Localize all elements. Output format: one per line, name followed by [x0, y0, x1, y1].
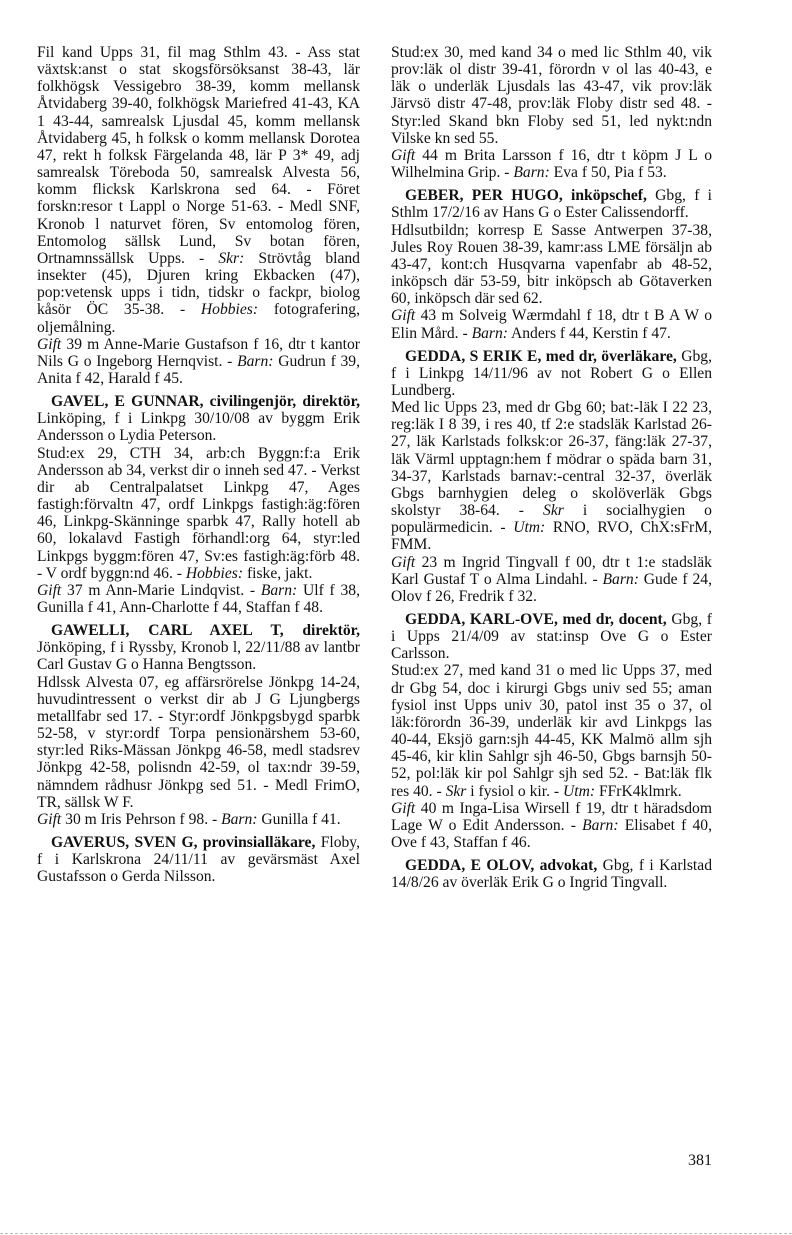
entry-intro: Linköping, f i Linkpg 30/10/08 av byggm Erik Andersson o Lydia Peterson.	[37, 410, 360, 445]
barn-label: Barn:	[513, 164, 550, 182]
barn-text: Gunilla f 41.	[261, 810, 341, 828]
gift-text: 39 m Anne-Marie Gustafson f 16, dtr t kantor Nils G o Ingeborg Hernqvist. -	[37, 335, 360, 370]
entry-heading-line	[391, 348, 712, 399]
utm-text: FFrK4klmrk.	[598, 782, 682, 800]
gift-label: Gift	[37, 581, 62, 599]
entry-intro: Gbg, f i Upps 21/4/09 av stat:insp Ove G o Ester Carlsson.	[391, 611, 712, 663]
gift-text: 30 m Iris Pehrson f 98. -	[65, 810, 218, 828]
career-text: Fil kand Upps 31, fil mag Sthlm 43. - Ass stat växtsk:anst o stat skogsförsöksanst 38-43, lär folkhögsk Vessigebro 38-39, komm mellansk Åtvidaberg 39-40, folkhögsk Mariefred 41-43, KA 1 43-44, samrealsk Ljusdal 45, komm mellansk Åtvidaberg 45, h folksk o komm mellansk Dorotea 47, rekt h folksk Färgelanda 48, lär P 3* 49, adj samrealsk Töreboda 50, samrealsk Alvesta 56, komm flicksk Karlskrona sed 64. - Föret forskn:resor t Lappl o Norge 51-63. - Medl SNF, Kronob l naturvet fören, Sv entomolog fören, Entomolog sällsk Lund, Sv botan fören, Ortnamnssällsk Upps. -	[37, 44, 360, 267]
entry-intro: Gbg, f i Sthlm 17/2/16 av Hans G o Ester Calissendorff.	[391, 187, 713, 222]
entry-body	[37, 674, 360, 811]
utm-label: Utm:	[513, 519, 546, 537]
family-line	[37, 582, 360, 616]
utm-label: Utm:	[562, 782, 596, 800]
entry-body	[391, 399, 712, 553]
entry-body	[37, 445, 360, 582]
gift-label: Gift	[391, 307, 416, 325]
hobbies-text: fiske, jakt.	[246, 564, 313, 582]
career-text: Stud:ex 27, med kand 31 o med lic Upps 37, med dr Gbg 54, doc i kirurgi Gbgs univ sed 55; aman fysiol inst Upps univ 30, patol inst 35 o 37, ol läk:förordn 36-39, underläk kir avd Linkpgs las 40-44, Eksjö garn:sjh 44-45, KK Malmö allm sjh 45-46, kir klin Sahlgr sjh 46-50, Gbgs barnsjh 50-52, pol:läk kir pol Sahlgr sjh sed 52. - Bat:läk flk res 40. -	[391, 662, 712, 800]
skr-label: Skr	[445, 782, 467, 800]
barn-label: Barn:	[471, 324, 508, 342]
barn-label: Barn:	[260, 581, 298, 599]
entry-gedda-olov	[391, 857, 712, 891]
entry-gawelli	[37, 622, 360, 828]
entry-body	[391, 44, 712, 147]
family-line	[391, 307, 712, 341]
gift-label: Gift	[391, 799, 416, 817]
barn-label: Barn:	[221, 810, 258, 828]
entry-intro: Floby, f i Karlskrona 24/11/11 av gevärsmäst Axel Gustafsson o Gerda Nilsson.	[37, 834, 360, 886]
skr-text: Strövtåg bland insekter (45), Djuren kring Ekbacken (47), pop:vetensk upps i tidn, tidskr o fackpr, biolog kåsör ÖC 35-38. -	[37, 249, 360, 319]
hobbies-text: fotografering, oljemålning.	[37, 301, 360, 336]
entry-gedda-s-erik	[391, 348, 712, 605]
barn-text: Gudrun f 39, Anita f 42, Harald f 45.	[37, 352, 360, 387]
entry-intro: Jönköping, f i Ryssby, Kronob l, 22/11/88 av lantbr Carl Gustav G o Hanna Bengtsson.	[37, 639, 360, 674]
career-text: Hdlsutbildn; korresp E Sasse Antwerpen 37-38, Jules Roy Rouen 38-39, kamr:ass LME försäljn ab 43-47, kont:ch Husqvarna vapenfabr ab 48-52, inköpsch där 53-59, bitr inköpsch ab Götaverken 60, inköpsch där sed 62.	[391, 221, 712, 308]
entry-gavel	[37, 393, 360, 616]
family-line	[37, 336, 360, 387]
entry-name: GAVERUS, SVEN G, provinsialläkare,	[51, 834, 316, 852]
career-text: Stud:ex 30, med kand 34 o med lic Sthlm 40, vik prov:läk ol distr 39-41, förordn v ol las 40-43, e läk o underläk Ljusdals las 43-47, vik prov:läk Järvsö distr 47-48, prov:läk Floby distr sed 48. - Styr:led Skand bkn Floby sed 51, led nykt:ndn Vilske kn sed 55.	[391, 44, 712, 147]
barn-label: Barn:	[582, 816, 619, 834]
barn-text: Gude f 24, Olov f 26, Fredrik f 32.	[391, 570, 712, 605]
gift-text: 40 m Inga-Lisa Wirsell f 19, dtr t häradsdom Lage W o Edit Andersson. -	[391, 799, 712, 834]
entry-name: GEBER, PER HUGO, inköpschef,	[405, 187, 647, 205]
utm-text: RNO, RVO, ChX:sFrM, FMM.	[391, 519, 713, 554]
right-column	[391, 44, 712, 892]
entry-name: GEDDA, E OLOV, advokat,	[405, 857, 598, 875]
entry-body	[37, 44, 360, 336]
entry-gedda-karl-ove	[391, 611, 712, 851]
family-line	[391, 554, 712, 605]
family-line	[391, 800, 712, 851]
barn-text: Elisabet f 40, Ove f 43, Staffan f 46.	[391, 816, 712, 852]
entry-heading-line	[391, 857, 712, 891]
skr-text: i socialhygien o populärmedicin. -	[391, 502, 712, 537]
entry-name: GEDDA, S ERIK E, med dr, överläkare,	[405, 347, 677, 365]
hobbies-label: Hobbies:	[200, 301, 259, 319]
gift-label: Gift	[391, 553, 416, 571]
barn-text: Ulf f 38, Gunilla f 41, Ann-Charlotte f 44, Staffan f 48.	[37, 581, 360, 616]
page-number: 381	[688, 1152, 712, 1169]
entry-heading-line	[37, 393, 360, 444]
gift-text: 23 m Ingrid Tingvall f 00, dtr t 1:e stadsläk Karl Gustaf T o Alma Lindahl. -	[391, 553, 712, 588]
hobbies-label: Hobbies:	[185, 564, 244, 582]
skr-text: i fysiol o kir. -	[470, 782, 560, 800]
career-text: Stud:ex 29, CTH 34, arb:ch Byggn:f:a Erik Andersson ab 34, verkst dir o inneh sed 47. - Verkst dir ab Centralpalatset Linkpg 47, Ages fastigh:förvaltn 47, ordf Linkpgs fastigh:äg:fören 46, Linkpg-Skänninge sparbk 47, Rally hotell ab 60, lokalavd Fastigh förhandl:org 64, styr:led Linkpgs byggm:fören 47, Sv:es fastigh:äg:förb 48. - V ordf byggn:nd 46. -	[37, 444, 360, 582]
entry-body	[391, 662, 712, 799]
gift-text: 44 m Brita Larsson f 16, dtr t köpm J L o Wilhelmina Grip. -	[391, 146, 712, 182]
gift-text: 37 m Ann-Marie Lindqvist. -	[67, 581, 256, 599]
entry-gaverus-continued	[391, 44, 712, 181]
entry-heading-line	[37, 622, 360, 673]
barn-text: Eva f 50, Pia f 53.	[553, 164, 667, 182]
entry-name: GEDDA, KARL-OVE, med dr, docent,	[405, 611, 667, 628]
gift-label: Gift	[37, 810, 62, 828]
barn-label: Barn:	[602, 570, 639, 588]
entry-name: GAVEL, E GUNNAR, civilingenjör, direktör,	[51, 393, 360, 411]
gift-label: Gift	[391, 146, 416, 164]
page-edge-rule	[0, 1233, 792, 1234]
entry-heading-line	[391, 187, 712, 221]
skr-label: Skr:	[218, 249, 245, 267]
entry-heading-line	[37, 834, 360, 885]
family-line	[37, 811, 360, 828]
gift-label: Gift	[37, 335, 62, 353]
skr-label: Skr	[543, 502, 564, 520]
barn-text: Anders f 44, Kerstin f 47.	[511, 324, 671, 342]
entry-gaverus	[37, 834, 360, 885]
entry-geber	[391, 187, 712, 341]
family-line	[391, 147, 712, 181]
entry-body	[391, 222, 712, 308]
entry-intro: Gbg, f i Linkpg 14/11/96 av not Robert G o Ellen Lundberg.	[391, 347, 712, 399]
left-column	[37, 44, 360, 886]
entry-name: GAWELLI, CARL AXEL T, direktör,	[51, 622, 360, 640]
entry-continuation	[37, 44, 360, 387]
career-text: Med lic Upps 23, med dr Gbg 60; bat:-läk I 22 23, reg:läk I 8 39, i res 40, tf 2:e stadsläk Karlstad 26-27, läk Karlstads folksk:or 26-37, fäng:läk 27-37, läk Värml upptagn:hem f mödrar o späda barn 31, 34-37, Karlstads barnav:-central 32-37, överläk Gbgs barnhygien deleg o skolöverläk Gbgs skolstyr 38-64. -	[391, 399, 712, 520]
gift-text: 43 m Solveig Wærmdahl f 18, dtr t B A W o Elin Mård. -	[391, 307, 712, 342]
entry-heading-line	[391, 611, 712, 662]
barn-label: Barn:	[237, 352, 274, 370]
career-text: Hdlssk Alvesta 07, eg affärsrörelse Jönkpg 14-24, huvudintressent o verkst dir ab J G Ljungbergs metallfabr sed 17. - Styr:ordf Jönkpgsbygd sparbk 52-58, v styr:ordf Torpa pensionärshem 53-60, styr:led Riks-Mässan Jönkpg 46-58, medl stadsrev Jönkpg 42-58, polisndn 42-59, ol tax:ndr 39-59, nämndem rådhusr Jönkpg sed 51. - Medl FrimO, TR, sällsk W F.	[37, 673, 360, 811]
entry-intro: Gbg, f i Karlstad 14/8/26 av överläk Erik G o Ingrid Tingvall.	[391, 857, 712, 892]
